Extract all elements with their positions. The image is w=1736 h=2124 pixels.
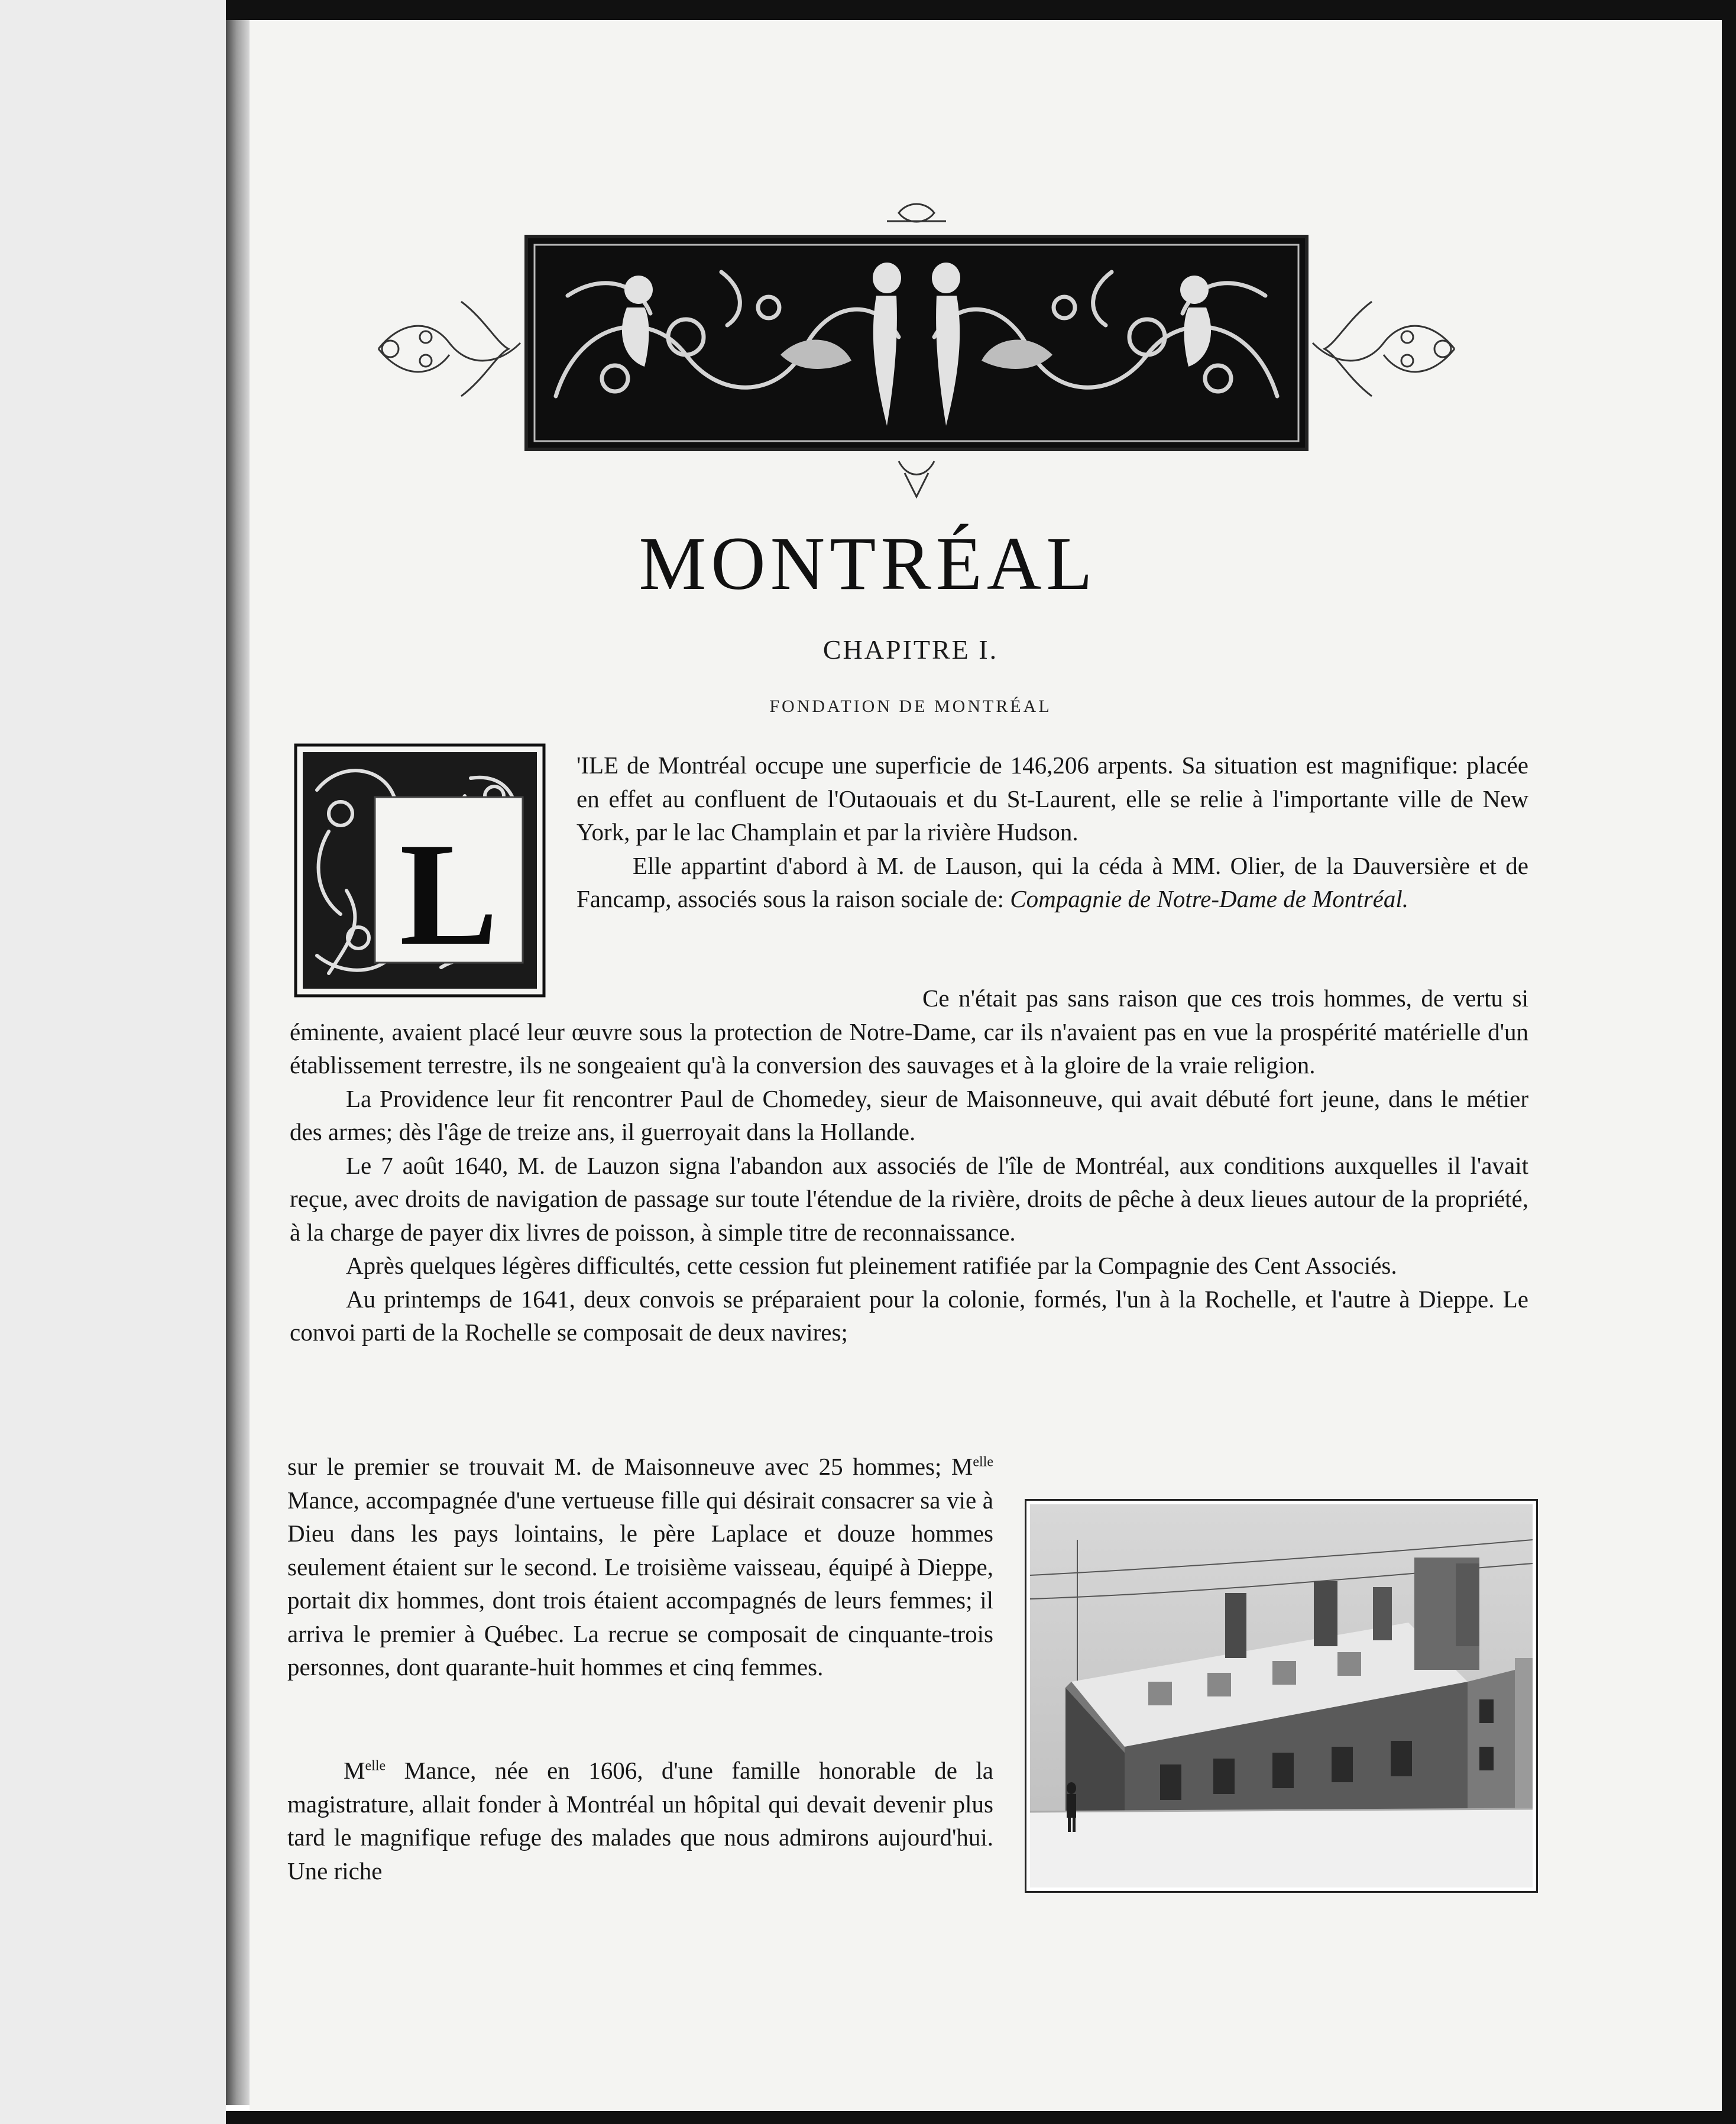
drop-cap-ornament	[293, 743, 546, 998]
mlle-superscript: elle	[973, 1454, 993, 1470]
paragraph-2-part2: Ce n'était pas sans raison que ces trois hommes, de vertu si éminente, avaient placé leur œuvre sous la protection de Notre-Dame, car ils n'avaient pas en vue la prospérité matérielle d'un établissement terrestre, ils ne songeaient qu'à la conversion des sauvages et à la gloire de la vraie religion.	[290, 985, 1528, 1079]
scan-border-bottom	[226, 2111, 1736, 2124]
mlle-abbrev-2: M	[344, 1757, 365, 1784]
scan-border-right	[1722, 0, 1736, 2124]
mlle-abbrev: M	[951, 1453, 973, 1480]
paragraph-6-continued	[287, 1450, 993, 1684]
text-block-intro	[576, 749, 1528, 916]
paragraph-3: La Providence leur fit rencontrer Paul de Chomedey, sieur de Maisonneuve, qui avait débuté fort jeune, dans le métier des armes; dès l'âge de treize ans, il guerroyait dans la Hollande.	[290, 1084, 1528, 1145]
text-block-left-column	[287, 1450, 993, 1684]
left-blank-page	[0, 0, 226, 2124]
text-block-left-column-2	[287, 1754, 993, 1887]
paragraph-2-start	[576, 849, 1528, 916]
chapter-heading: CHAPITRE I.	[822, 634, 999, 665]
historic-building-photo	[1030, 1504, 1533, 1887]
paragraph-6-cont-b: Mance, accompagnée d'une vertueuse fille qui désirait consacrer sa vie à Dieu dans les pays lointains, le père Laplace et douze hommes seulement étaient sur le second. Le troisième vaisseau, équipé à Dieppe, portait dix hommes, dont trois étaient accompagnés de leurs femmes; il arriva le premier à Québec. La recrue se composait de cinquante-trois personnes, dont quarante-huit hommes et cinq femmes.	[287, 1486, 993, 1681]
paragraph-7-text: Mance, née en 1606, d'une famille honorable de la magistrature, allait fonder à Montréal un hôpital qui devait devenir plus tard le magnifique refuge des malades que nous admirons aujourd'hui. Une riche	[287, 1757, 994, 1885]
text-block-main	[290, 982, 1528, 1349]
section-title: FONDATION DE MONTRÉAL	[769, 697, 1052, 716]
photograph-frame	[1025, 1499, 1538, 1893]
paragraph-4: Le 7 août 1640, M. de Lauzon signa l'abandon aux associés de l'île de Montréal, aux conditions auxquelles il l'avait reçue, avec droits de navigation de passage sur toute l'étendue de la rivière, droits de pêche à deux lieues autour de la propriété, à la charge de payer dix livres de poisson, à simple titre de reconnaissance.	[290, 1151, 1528, 1246]
page-title: MONTRÉAL	[639, 522, 1097, 606]
paragraph-6-cont-a: sur le premier se trouvait M. de Maisonneuve avec 25 hommes;	[287, 1453, 942, 1480]
drop-cap-illumination	[293, 743, 546, 998]
paragraph-5: Après quelques légères difficultés, cette cession fut pleinement ratifiée par la Compagnie des Cent Associés.	[346, 1252, 1397, 1279]
paragraph-1: 'ILE de Montréal occupe une superficie de 146,206 arpents. Sa situation est magnifique: placée en effet au confluent de l'Outaouais et du St-Laurent, elle se relie à l'importante ville de New York, par le lac Champlain et par la rivière Hudson.	[576, 752, 1528, 846]
mlle-superscript-2: elle	[365, 1758, 386, 1774]
ornamental-header-band	[367, 201, 1466, 509]
paragraph-2-part1: Elle appartint d'abord à M. de Lauson, qui la céda à MM. Olier, de la Dauversière et de Fancamp, associés sous la raison sociale de:	[576, 851, 1528, 912]
paragraph-2-end	[290, 982, 1528, 1082]
company-name-italic: Compagnie de Notre-Dame de Montréal.	[1010, 885, 1408, 912]
drop-cap-letter: L	[399, 812, 498, 976]
paragraph-7	[287, 1754, 993, 1887]
paragraph-6: Au printemps de 1641, deux convois se préparaient pour la colonie, formés, l'un à la Rochelle, et l'autre à Dieppe. Le convoi parti de la Rochelle se composait de deux navires;	[290, 1285, 1528, 1346]
scan-border-top	[226, 0, 1736, 20]
book-gutter	[226, 18, 250, 2105]
